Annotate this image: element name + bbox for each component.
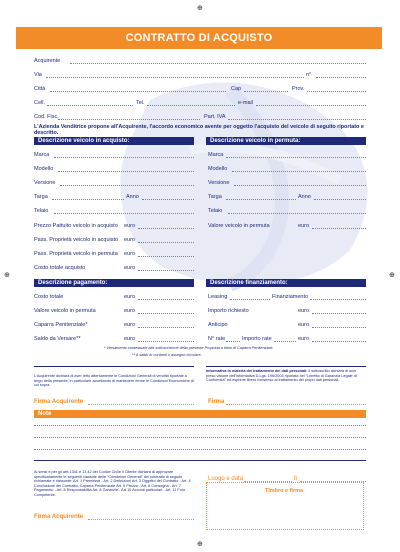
cap-label: Cap xyxy=(231,86,242,92)
targa-left-field[interactable] xyxy=(52,194,124,200)
registration-mark-top: ⊕ xyxy=(197,5,203,12)
valore-permuta-euro-label: euro xyxy=(124,308,136,314)
nrate-field[interactable] xyxy=(226,336,240,342)
valore-permuta-label: Valore veicolo in permuta xyxy=(34,308,96,314)
importo-richiesto-label: Importo richiesto xyxy=(208,308,249,314)
targa-right-label: Targa xyxy=(208,194,222,200)
modello-right-field[interactable] xyxy=(232,166,366,172)
via-field[interactable] xyxy=(46,72,304,78)
versione-left-field[interactable] xyxy=(60,180,194,186)
pass2-field[interactable] xyxy=(138,251,194,257)
declaration-right-title: Informativa in materia del trattamento dei dati personali: xyxy=(206,369,308,373)
costo-totale-field[interactable] xyxy=(138,294,194,300)
prov-field[interactable] xyxy=(307,86,366,92)
pass1-field[interactable] xyxy=(138,237,194,243)
leasing-label: Leasing xyxy=(208,294,228,300)
legal-divider xyxy=(34,460,366,461)
anno-left-label: Anno xyxy=(126,194,139,200)
citta-field[interactable] xyxy=(50,86,226,92)
proposal-notice: L'Azienda Venditrice propone all'Acquirente, l'accordo economico avente per oggetto l'acquisto del veicolo di seguito riportato e descritto. xyxy=(34,124,364,136)
cell-label: Cell. xyxy=(34,100,46,106)
tel-field[interactable] xyxy=(147,100,235,106)
versione-right-label: Versione xyxy=(208,180,230,186)
section-finanziamento: Descrizione finanziamento: xyxy=(206,279,366,287)
telaio-left-label: Telaio xyxy=(34,208,49,214)
pass2-label: Pass. Proprietà veicolo in permuta xyxy=(34,251,118,257)
valore-right-euro-label: euro xyxy=(298,223,310,229)
firma-acquirente-field-2[interactable] xyxy=(88,514,194,520)
pass2-euro-label: euro xyxy=(124,251,136,257)
codfisc-label: Cod. Fisc. xyxy=(34,114,59,120)
registration-mark-left: ⊕ xyxy=(4,272,10,279)
cell-field[interactable] xyxy=(47,100,133,106)
marca-right-label: Marca xyxy=(208,152,224,158)
marca-right-field[interactable] xyxy=(226,152,366,158)
targa-right-field[interactable] xyxy=(226,194,296,200)
numero-label: n° xyxy=(306,72,312,78)
modello-left-label: Modello xyxy=(34,166,54,172)
costo-acquisto-field[interactable] xyxy=(138,265,194,271)
targa-left-label: Targa xyxy=(34,194,48,200)
saldo-label: Saldo da Versare** xyxy=(34,336,81,342)
via-label: Via xyxy=(34,72,42,78)
acquirente-label: Acquirente xyxy=(34,58,61,64)
piva-label: Part. IVA xyxy=(204,114,226,120)
caparra-euro-label: euro xyxy=(124,322,136,328)
prezzo-euro-label: euro xyxy=(124,223,136,229)
marca-left-field[interactable] xyxy=(54,152,194,158)
anticipo-label: Anticipo xyxy=(208,322,228,328)
firma-acquirente-label-1: Firma Acquirente xyxy=(34,399,84,405)
stamp-label: Timbro e firma xyxy=(264,488,304,494)
firma-field[interactable] xyxy=(226,399,366,405)
nrate-label: N° rate xyxy=(208,336,226,342)
numero-field[interactable] xyxy=(316,72,366,78)
pass1-label: Pass. Proprietà veicolo in acquisto xyxy=(34,237,119,243)
note-line-1[interactable] xyxy=(34,424,366,426)
cap-field[interactable] xyxy=(244,86,288,92)
codfisc-field[interactable] xyxy=(58,114,200,120)
versione-left-label: Versione xyxy=(34,180,56,186)
telaio-right-field[interactable] xyxy=(228,208,366,214)
importo-rate-label: Importo rate xyxy=(242,336,272,342)
caparra-field[interactable] xyxy=(138,322,194,328)
declaration-right-text: il sottoscritto dichiara di aver preso visione dell'informativa D.Lgs. 196/2003 riportata nel "Libretto di Garanzia Legale di Conformità" ed esprime libero consenso al trattamento dei propri dati personali. xyxy=(206,369,357,383)
anno-right-label: Anno xyxy=(298,194,311,200)
note-line-3[interactable] xyxy=(34,448,366,450)
firma-acquirente-field-1[interactable] xyxy=(88,399,194,405)
email-label: e-mail xyxy=(238,100,253,106)
footnote-caparra: * Versamento contestuale alla sottoscrizione della presente Proposta a titolo di Caparra Penitenziale. xyxy=(104,346,274,350)
costo-acquisto-euro-label: euro xyxy=(124,265,136,271)
luogo-data-label: Luogo e data xyxy=(208,476,244,482)
note-line-2[interactable] xyxy=(34,436,366,438)
citta-label: Città xyxy=(34,86,46,92)
telaio-left-field[interactable] xyxy=(54,208,194,214)
valore-right-label: Valore veicolo in permuta xyxy=(208,223,270,229)
anno-right-field[interactable] xyxy=(314,194,366,200)
saldo-field[interactable] xyxy=(138,336,194,342)
anticipo-field[interactable] xyxy=(312,322,366,328)
importo-rate-euro-field[interactable] xyxy=(312,336,366,342)
declaration-divider-right xyxy=(206,366,366,367)
importo-rate-euro-label: euro xyxy=(298,336,310,342)
legal-clauses-text: Ai sensi e per gli artt.1341 e 13 42 del Codice Civile il Cliente dichiara di approvare specificatamente le seguenti clausole delle "Condizioni Generali" del contratto di seguito richiamate e riassunte: Art. 1 Premesse - Art. 2 Definizioni Art. 3 Oggetto del Contratto - Art. 4 Conclusione del Contratto, Caparra Penitenziale Art. 5 Prezzo - Art. 6 Consegna - Art. 7 Pagamento - Art. 8 Responsabilità Art. 8 Garanzie - Art.10 Accordi particolari - Art. 11 Foro Competente. xyxy=(34,470,191,497)
section-pagamento: Descrizione pagamento: xyxy=(34,279,194,287)
anno-left-field[interactable] xyxy=(142,194,194,200)
piva-field[interactable] xyxy=(228,114,366,120)
section-permuta: Descrizione veicolo in permuta: xyxy=(206,137,366,145)
section-note: Note xyxy=(34,410,366,418)
section-acquisto: Descrizione veicolo in acquisto: xyxy=(34,137,194,145)
valore-right-field[interactable] xyxy=(312,223,366,229)
acquirente-field[interactable] xyxy=(70,58,366,64)
li-label: lì xyxy=(294,476,297,482)
versione-right-field[interactable] xyxy=(234,180,366,186)
registration-mark-right: ⊕ xyxy=(389,272,395,279)
saldo-euro-label: euro xyxy=(124,336,136,342)
page-title: CONTRATTO DI ACQUISTO xyxy=(16,27,382,49)
prov-label: Prov. xyxy=(292,86,305,92)
costo-totale-euro-label: euro xyxy=(124,294,136,300)
pass1-euro-label: euro xyxy=(124,237,136,243)
firma-label: Firma xyxy=(208,399,225,405)
declaration-left: L'Acquirente dichiara di aver letto attentamente le Condizioni Generali di vendita riportate a tergo della presente, in particolare accettando di mantenere ferme le Condizioni Economiche di cui sopra. xyxy=(34,374,194,388)
footnote-saldo: ** A saldo in contanti o assegno circolare. xyxy=(132,353,202,357)
leasing-field[interactable] xyxy=(230,294,270,300)
declaration-right xyxy=(206,369,366,383)
marca-left-label: Marca xyxy=(34,152,50,158)
importo-richiesto-euro-label: euro xyxy=(298,308,310,314)
costo-totale-label: Costo totale xyxy=(34,294,64,300)
telaio-right-label: Telaio xyxy=(208,208,223,214)
caparra-label: Caparra Penitenziale* xyxy=(34,322,88,328)
finanziamento-field[interactable] xyxy=(310,294,366,300)
importo-richiesto-field[interactable] xyxy=(312,308,366,314)
finanziamento-label: Finanziamento xyxy=(272,294,309,300)
firma-acquirente-label-2: Firma Acquirente xyxy=(34,514,84,520)
declaration-divider-left xyxy=(34,366,194,367)
modello-right-label: Modello xyxy=(208,166,228,172)
modello-left-field[interactable] xyxy=(58,166,194,172)
email-field[interactable] xyxy=(256,100,366,106)
costo-acquisto-label: Costo totale acquisto xyxy=(34,265,86,271)
prezzo-field[interactable] xyxy=(138,223,194,229)
prezzo-label: Prezzo Pattuito veicolo in acquisto xyxy=(34,223,118,229)
anticipo-euro-label: euro xyxy=(298,322,310,328)
valore-permuta-field[interactable] xyxy=(138,308,194,314)
importo-rate-field[interactable] xyxy=(274,336,296,342)
registration-mark-bottom: ⊕ xyxy=(197,541,203,548)
tel-label: Tel. xyxy=(136,100,145,106)
